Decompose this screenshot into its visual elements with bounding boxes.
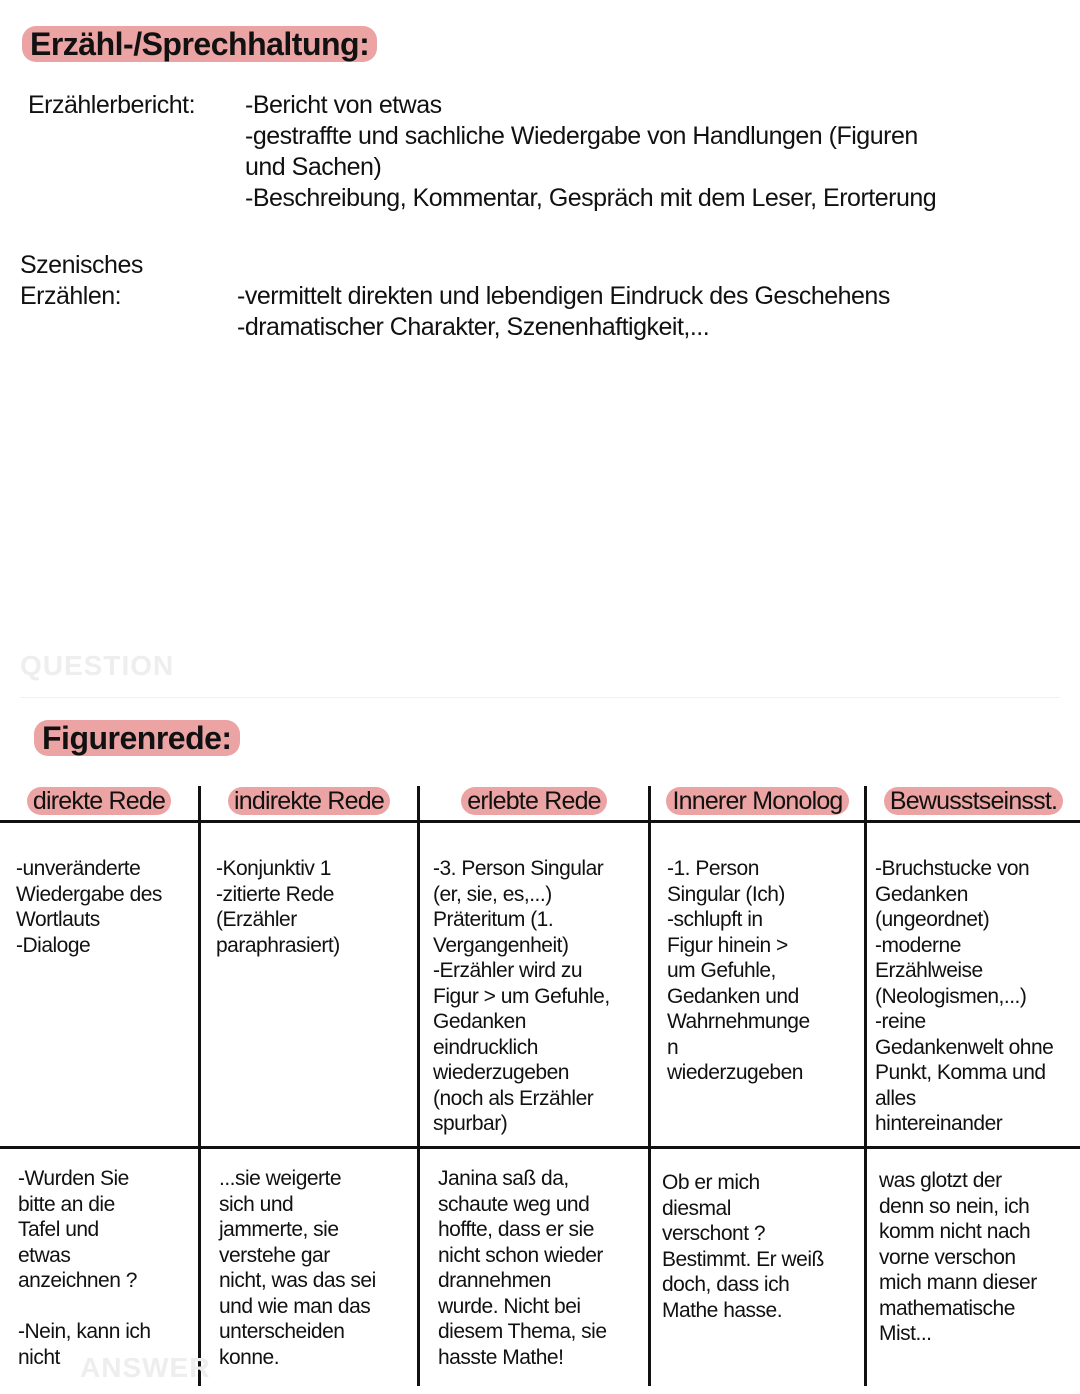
example-bewusstseinsstrom: was glotzt der denn so nein, ich komm nicht nach vorne verschon mich mann dieser mathematische Mist...	[879, 1169, 1037, 1345]
text-szenisches-erzaehlen: -vermittelt direkten und lebendigen Eindruck des Geschehens -dramatischer Charakter, Szenenhaftigkeit,...	[237, 282, 890, 341]
header-direkte-rede	[0, 786, 198, 816]
label-szenisches-erzaehlen: Szenisches Erzählen:	[20, 251, 143, 310]
column-divider	[198, 786, 201, 1386]
description-direkte-rede: -unveränderte Wiedergabe des Wortlauts -Dialoge	[16, 857, 162, 957]
example-direkte-rede: -Wurden Sie bitte an die Tafel und etwas anzeichnen ? -Nein, kann ich nicht	[18, 1167, 151, 1369]
column-divider	[417, 786, 420, 1386]
watermark-answer: ANSWER	[80, 1352, 211, 1383]
header-text: Bewusstseinsst.	[884, 787, 1063, 815]
example-indirekte-rede: ...sie weigerte sich und jammerte, sie verstehe gar nicht, was das sei und wie man das unterscheiden konne.	[219, 1167, 376, 1369]
description-erlebte-rede: -3. Person Singular (er, sie, es,...) Präteritum (1. Vergangenheit) -Erzähler wird zu Figur > um Gefuhle, Gedanken eindrucklich wiederzugeben (noch als Erzähler spurbar)	[433, 857, 610, 1135]
label-erzaehlerbericht: Erzählerbericht:	[28, 91, 196, 119]
table-header-rule	[0, 820, 1080, 823]
description-bewusstseinsstrom: -Bruchstucke von Gedanken (ungeordnet) -moderne Erzählweise (Neologismen,...) -reine Gedankenwelt ohne Punkt, Komma und alles hintereinander	[875, 857, 1054, 1135]
header-text: direkte Rede	[27, 787, 171, 815]
description-indirekte-rede: -Konjunktiv 1 -zitierte Rede (Erzähler paraphrasiert)	[216, 857, 340, 957]
description-innerer-monolog: -1. Person Singular (Ich) -schlupft in Figur hinein > um Gefuhle, Gedanken und Wahrnehmunge n wiederzugeben	[667, 857, 810, 1084]
header-bewusstseinsstrom	[867, 786, 1080, 816]
divider	[20, 697, 1060, 698]
watermark-question: QUESTION	[20, 650, 175, 681]
header-text: indirekte Rede	[228, 787, 390, 815]
section-title-sprechhaltung	[22, 26, 377, 63]
column-divider	[648, 786, 651, 1386]
header-text: Innerer Monolog	[666, 787, 848, 815]
example-innerer-monolog: Ob er mich diesmal verschont ? Bestimmt. Er weiß doch, dass ich Mathe hasse.	[662, 1171, 824, 1322]
header-erlebte-rede	[420, 786, 648, 816]
column-divider	[864, 786, 867, 1386]
section-title-figurenrede	[34, 720, 240, 757]
title-text: Figurenrede:	[34, 720, 240, 756]
header-innerer-monolog	[651, 786, 864, 816]
title-text: Erzähl-/Sprechhaltung:	[22, 26, 377, 62]
header-indirekte-rede	[201, 786, 417, 816]
table-row-rule	[0, 1146, 1080, 1149]
example-erlebte-rede: Janina saß da, schaute weg und hoffte, dass er sie nicht schon wieder drannehmen wurde. Nicht bei diesem Thema, sie hasste Mathe!	[438, 1167, 607, 1369]
header-text: erlebte Rede	[461, 787, 607, 815]
text-erzaehlerbericht: -Bericht von etwas -gestraffte und sachliche Wiedergabe von Handlungen (Figuren und Sachen) -Beschreibung, Kommentar, Gespräch mit dem Leser, Erorterung	[245, 91, 937, 212]
